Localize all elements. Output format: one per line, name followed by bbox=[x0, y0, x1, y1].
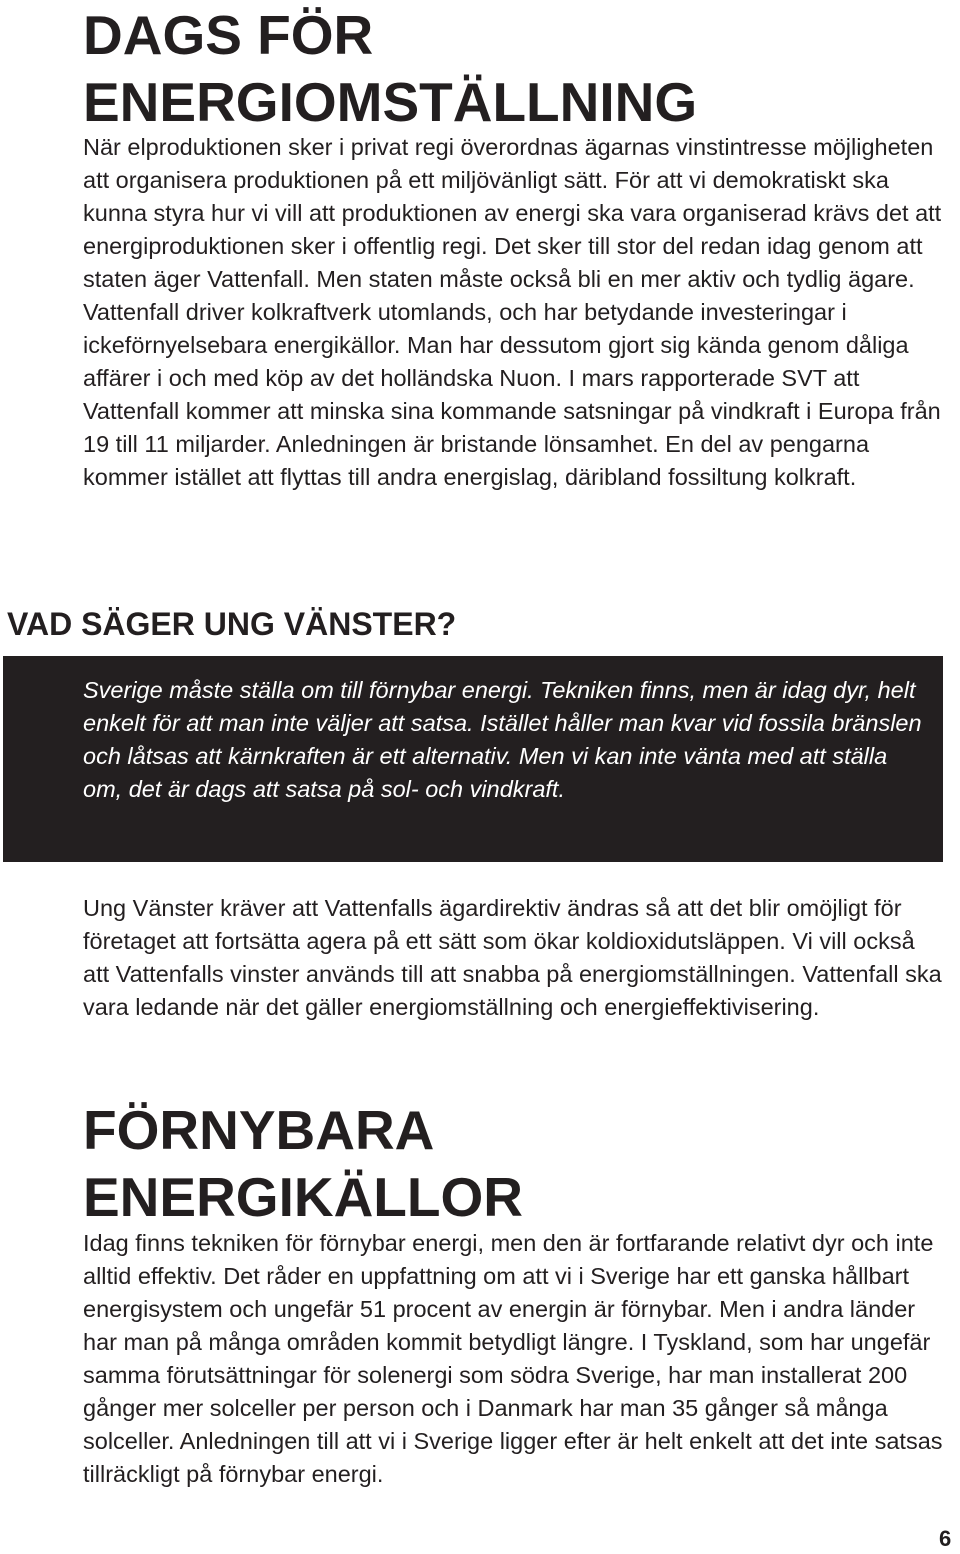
demands-paragraph: Ung Vänster kräver att Vattenfalls ägardirektiv ändras så att det blir omöjligt för företaget att fortsätta agera på ett sätt som ökar koldioxidutsläppen. Vi vill också att Vattenfalls vinster används till att snabba på energiomställningen. Vattenfall ska vara ledande när det gäller energiomställning och energieffektivisering. bbox=[83, 895, 942, 1020]
section-heading-line1: DAGS FÖR bbox=[83, 4, 374, 66]
intro-paragraph: När elproduktionen sker i privat regi överordnas ägarnas vinstintresse möjligheten att organisera produktionen på ett miljövänligt sätt. För att vi demokratiskt ska kunna styra hur vi vill att produktionen av energi ska vara organiserad krävs det att energiproduktionen sker i offentlig regi. Det sker till stor del redan idag genom att staten äger Vattenfall. Men staten måste också bli en mer aktiv och tydlig ägare. Vattenfall driver kolkraftverk utomlands, och har betydande investeringar i ickeförnyelsebara energikällor. Man har dessutom gjort sig kända genom dåliga affärer i och med köp av det holländska Nuon. I mars rapporterade SVT att Vattenfall kommer att minska sina kommande satsningar på vindkraft i Europa från 19 till 11 miljarder. Anledningen är bristande lönsamhet. En del av pengarna kommer istället att flyttas till andra energislag, däribland fossiltung kolkraft. bbox=[83, 134, 942, 490]
renewables-heading-line2: ENERGIKÄLLOR bbox=[83, 1166, 523, 1228]
quote-box bbox=[3, 656, 943, 862]
subheading-ung-vanster: VAD SÄGER UNG VÄNSTER? bbox=[7, 606, 457, 642]
section-heading-line2: ENERGIOMSTÄLLNING bbox=[83, 71, 698, 133]
renewables-paragraph: Idag finns tekniken för förnybar energi, men den är fortfarande relativt dyr och inte alltid effektiv. Det råder en uppfattning om att vi i Sverige har ett ganska hållbart energisystem och ungefär 51 procent av energin är förnybar. Men i andra länder har man på många områden kommit betydligt längre. I Tyskland, som har ungefär samma förutsättningar för solenergi som södra Sverige, har man installerat 200 gånger mer solceller per person och i Danmark har man 35 gånger så många solceller. Anledningen till att vi i Sverige ligger efter är helt enkelt att det inte satsas tillräckligt på förnybar energi. bbox=[83, 1230, 943, 1487]
page-number: 6 bbox=[939, 1526, 952, 1551]
quote-text: Sverige måste ställa om till förnybar energi. Tekniken finns, men är idag dyr, helt enkelt för att man inte väljer att satsa. Istället håller man kvar vid fossila bränslen och låtsas att kärnkraften är ett alternativ. Men vi kan inte vänta med att ställa om, det är dags att satsa på sol- och vindkraft. bbox=[83, 677, 922, 802]
renewables-heading-line1: FÖRNYBARA bbox=[83, 1099, 435, 1161]
